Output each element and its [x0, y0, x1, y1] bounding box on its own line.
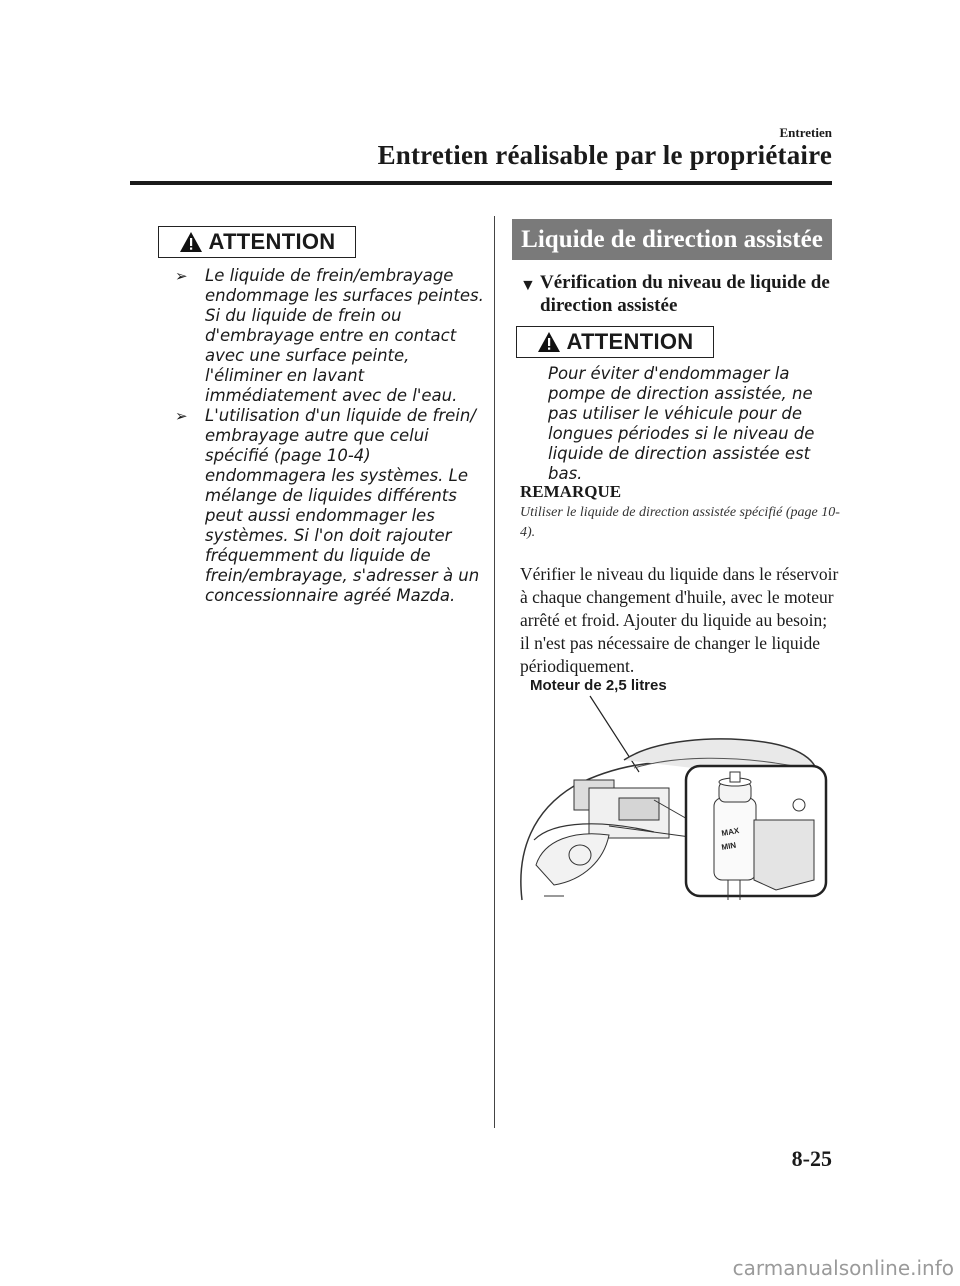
remarque-title: REMARQUE — [520, 482, 622, 501]
warning-icon — [537, 331, 561, 353]
attention-box-left — [158, 226, 356, 258]
list-item — [175, 266, 485, 406]
engine-illustration — [514, 690, 844, 910]
attention-label: ATTENTION — [566, 329, 694, 354]
arrow-bullet-icon: ➢ — [175, 267, 188, 285]
attention-text: Pour éviter d'endommager la pompe de direction assistée, ne pas utiliser le véhicule pour de longues périodes si le niveau de liquide de direction assistée est bas. — [548, 364, 815, 483]
section-title-bar: Liquide de direction assistée — [512, 219, 832, 260]
attention-label: ATTENTION — [208, 229, 336, 254]
warning-list — [175, 266, 485, 606]
list-item-text: L'utilisation d'un liquide de frein/ embrayage autre que celui spécifié (page 10-4) endommagera les systèmes. Le mélange de liquides différents peut aussi endommager les systèmes. Si l'on doit rajouter fréquemment du liquide de frein/embrayage, s'adresser à un concessionnaire agréé Mazda. — [205, 406, 480, 605]
remarque-text: Utiliser le liquide de direction assistée spécifié (page 10-4). — [520, 505, 840, 540]
page-title: Entretien réalisable par le propriétaire — [377, 140, 832, 170]
list-item-text: Le liquide de frein/embrayage endommage les surfaces peintes. Si du liquide de frein ou d'embrayage entre en contact avec une surface peinte, l'éliminer en lavant immédiatement avec de l'eau. — [205, 266, 484, 405]
max-mark: MAX — [720, 826, 740, 838]
header-section: Entretien — [779, 125, 832, 140]
attention-box-right — [516, 326, 714, 358]
figure-label: Moteur de 2,5 litres — [530, 677, 667, 694]
arrow-bullet-icon: ➢ — [175, 407, 188, 425]
column-divider — [494, 216, 495, 1128]
list-item — [175, 406, 485, 606]
body-paragraph: Vérifier le niveau du liquide dans le réservoir à chaque changement d'huile, avec le moteur arrêté et froid. Ajouter du liquide au besoin; il n'est pas nécessaire de changer le liquide périodiquement. — [520, 564, 839, 676]
min-mark: MIN — [720, 840, 737, 852]
header-rule — [130, 181, 832, 185]
watermark: carmanualsonline.info — [732, 1256, 954, 1280]
subheading — [520, 271, 840, 317]
page-number: 8-25 — [791, 1146, 832, 1171]
warning-icon — [179, 231, 203, 253]
triangle-down-icon: ▼ — [520, 277, 536, 294]
subheading-text: Vérification du niveau de liquide de direction assistée — [540, 272, 830, 316]
